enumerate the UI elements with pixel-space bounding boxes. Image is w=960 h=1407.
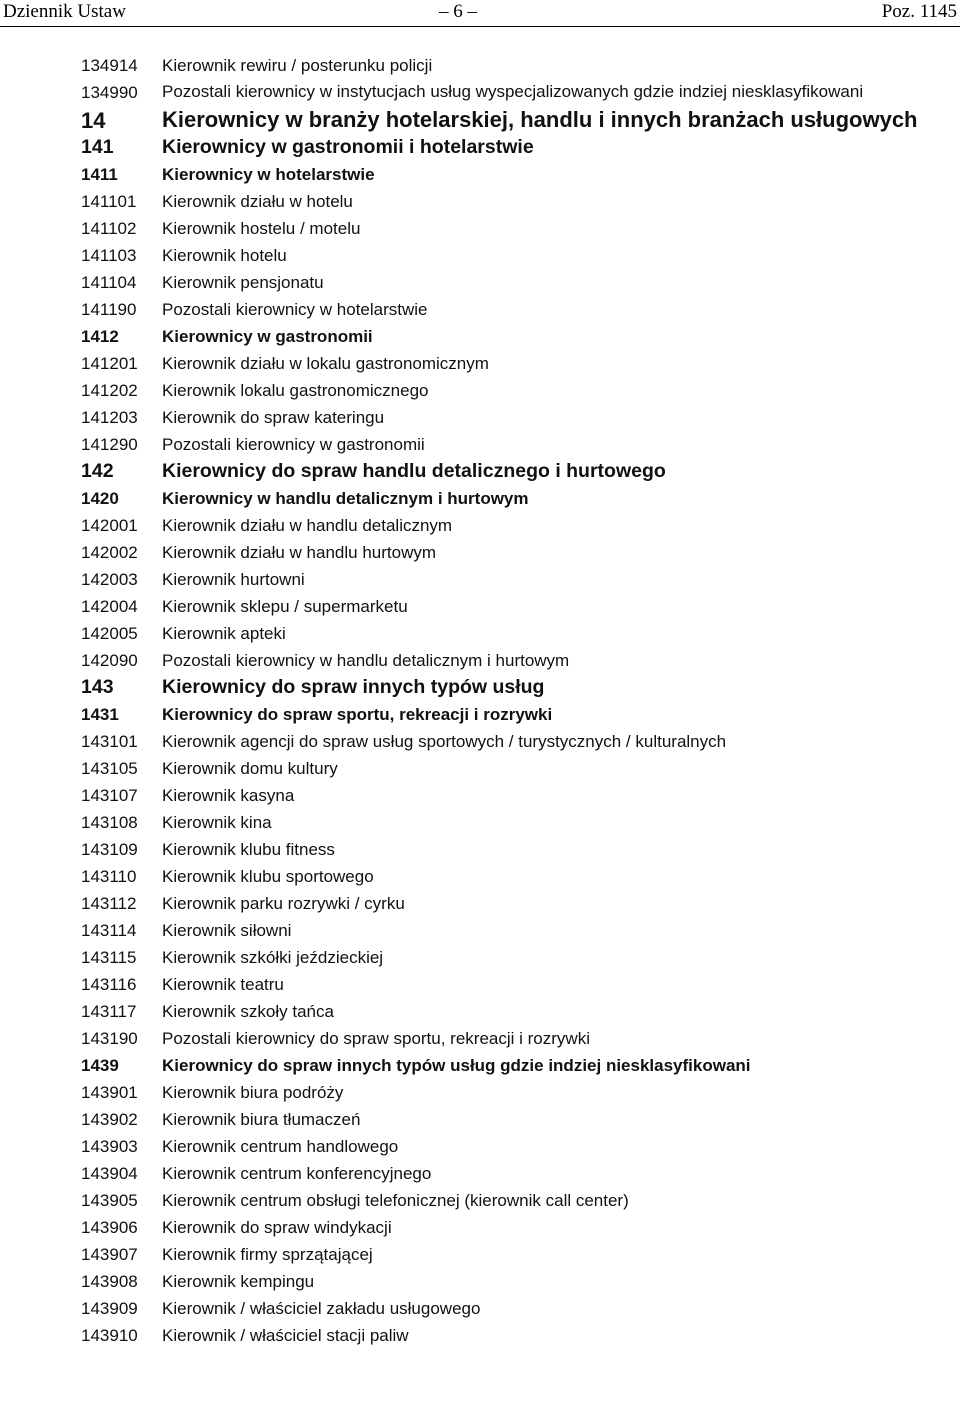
list-item bbox=[81, 1241, 951, 1268]
occupation-code: 134914 bbox=[81, 56, 138, 75]
occupation-code: 141202 bbox=[81, 381, 138, 400]
page-number: – 6 – bbox=[439, 1, 477, 22]
occupation-title: Kierownicy w hotelarstwie bbox=[162, 165, 375, 184]
occupation-code: 141101 bbox=[81, 192, 137, 211]
occupation-title: Kierownik działu w handlu detalicznym bbox=[162, 516, 453, 535]
occupation-title: Kierownik pensjonatu bbox=[162, 273, 324, 292]
occupation-code: 141290 bbox=[81, 435, 138, 454]
occupation-title: Kierownik działu w hotelu bbox=[162, 192, 353, 211]
occupation-title: Kierownik centrum obsługi telefonicznej (kierownik call center) bbox=[162, 1191, 629, 1210]
occupation-code: 143109 bbox=[81, 840, 138, 859]
list-item bbox=[81, 134, 951, 161]
occupation-code: 143116 bbox=[81, 975, 137, 994]
occupation-title: Kierownik hostelu / motelu bbox=[162, 219, 361, 238]
occupation-title: Kierownicy do spraw innych typów usług bbox=[162, 676, 545, 698]
occupation-title: Kierownik centrum handlowego bbox=[162, 1137, 399, 1156]
occupation-title: Kierownik kina bbox=[162, 813, 272, 832]
occupation-title: Kierownik sklepu / supermarketu bbox=[162, 597, 408, 616]
list-item bbox=[81, 1079, 951, 1106]
list-item bbox=[81, 1052, 951, 1079]
list-item bbox=[81, 1133, 951, 1160]
occupation-code: 143909 bbox=[81, 1299, 138, 1318]
occupation-title: Pozostali kierownicy do spraw sportu, rekreacji i rozrywki bbox=[162, 1029, 590, 1048]
occupation-title: Kierownik hotelu bbox=[162, 246, 287, 265]
occupation-code: 143901 bbox=[81, 1083, 138, 1102]
occupation-code: 143107 bbox=[81, 786, 138, 805]
occupation-code: 143908 bbox=[81, 1272, 138, 1291]
occupation-code: 143112 bbox=[81, 894, 137, 913]
list-item bbox=[81, 755, 951, 782]
list-item bbox=[81, 188, 951, 215]
occupation-code: 143105 bbox=[81, 759, 138, 778]
occupation-code: 142001 bbox=[81, 516, 138, 535]
occupation-code: 134990 bbox=[81, 83, 138, 102]
occupation-code: 141203 bbox=[81, 408, 138, 427]
list-item bbox=[81, 161, 951, 188]
occupation-title: Kierownik domu kultury bbox=[162, 759, 338, 778]
occupation-title: Kierownik / właściciel zakładu usługowego bbox=[162, 1299, 481, 1318]
list-item bbox=[81, 971, 951, 998]
occupation-title: Kierownik działu w handlu hurtowym bbox=[162, 543, 437, 562]
list-item bbox=[81, 944, 951, 971]
list-item bbox=[81, 593, 951, 620]
occupation-code: 141102 bbox=[81, 219, 137, 238]
list-item bbox=[81, 647, 951, 674]
occupation-code: 143110 bbox=[81, 867, 137, 886]
occupation-title: Kierownicy w gastronomii bbox=[162, 327, 373, 346]
occupation-title: Kierownik lokalu gastronomicznego bbox=[162, 381, 429, 400]
list-item bbox=[81, 809, 951, 836]
occupation-code: 141201 bbox=[81, 354, 138, 373]
occupation-title: Kierownik kempingu bbox=[162, 1272, 315, 1291]
occupation-title: Kierownik szkółki jeździeckiej bbox=[162, 948, 384, 967]
list-item bbox=[81, 782, 951, 809]
occupation-code: 143907 bbox=[81, 1245, 138, 1264]
occupation-code: 143906 bbox=[81, 1218, 138, 1237]
occupation-title: Kierownik działu w lokalu gastronomicznym bbox=[162, 354, 489, 373]
journal-title: Dziennik Ustaw bbox=[3, 1, 126, 22]
occupation-title: Kierownik centrum konferencyjnego bbox=[162, 1164, 432, 1183]
occupation-title: Kierownik / właściciel stacji paliw bbox=[162, 1326, 409, 1345]
list-item bbox=[81, 296, 951, 323]
list-item bbox=[81, 458, 951, 485]
occupation-code: 143903 bbox=[81, 1137, 138, 1156]
occupation-code: 1412 bbox=[81, 327, 119, 346]
list-item bbox=[81, 242, 951, 269]
occupation-code: 142 bbox=[81, 460, 114, 482]
occupation-code: 142003 bbox=[81, 570, 138, 589]
list-item bbox=[81, 512, 951, 539]
list-item bbox=[81, 1025, 951, 1052]
list-item bbox=[81, 1214, 951, 1241]
occupation-title: Kierownik kasyna bbox=[162, 786, 295, 805]
occupation-title: Kierownik klubu sportowego bbox=[162, 867, 374, 886]
occupation-code: 143101 bbox=[81, 732, 138, 751]
list-item bbox=[81, 1160, 951, 1187]
list-item bbox=[81, 1268, 951, 1295]
occupation-title: Kierownicy do spraw innych typów usług gdzie indziej niesklasyfikowani bbox=[162, 1056, 751, 1075]
list-item bbox=[81, 1106, 951, 1133]
list-item bbox=[81, 215, 951, 242]
page-header bbox=[0, 0, 960, 27]
occupation-code: 141 bbox=[81, 136, 114, 158]
list-item bbox=[81, 377, 951, 404]
list-item bbox=[81, 539, 951, 566]
occupation-title: Kierownik szkoły tańca bbox=[162, 1002, 334, 1021]
occupation-title: Kierownik klubu fitness bbox=[162, 840, 335, 859]
occupation-code: 143 bbox=[81, 676, 114, 698]
occupation-code: 142004 bbox=[81, 597, 138, 616]
occupation-code: 141190 bbox=[81, 300, 137, 319]
occupation-code: 143905 bbox=[81, 1191, 138, 1210]
occupation-code: 143115 bbox=[81, 948, 137, 967]
occupation-code: 1411 bbox=[81, 165, 118, 184]
position-number: Poz. 1145 bbox=[881, 1, 957, 22]
list-item bbox=[81, 485, 951, 512]
list-item bbox=[81, 404, 951, 431]
occupation-title: Kierownicy do spraw handlu detalicznego i hurtowego bbox=[162, 460, 666, 482]
list-item bbox=[81, 566, 951, 593]
occupation-title: Kierownik firmy sprzątającej bbox=[162, 1245, 373, 1264]
occupation-code: 141103 bbox=[81, 246, 137, 265]
list-item bbox=[81, 701, 951, 728]
occupation-title: Kierownik parku rozrywki / cyrku bbox=[162, 894, 405, 913]
occupation-title: Pozostali kierownicy w gastronomii bbox=[162, 435, 425, 454]
list-item bbox=[81, 728, 951, 755]
occupation-code: 14 bbox=[81, 108, 106, 133]
occupation-code: 142002 bbox=[81, 543, 138, 562]
occupation-title: Kierownik do spraw kateringu bbox=[162, 408, 385, 427]
list-item bbox=[81, 620, 951, 647]
list-item bbox=[81, 431, 951, 458]
occupation-title: Kierownicy w handlu detalicznym i hurtowym bbox=[162, 489, 529, 508]
occupation-title: Kierownicy do spraw sportu, rekreacji i rozrywki bbox=[162, 705, 553, 724]
occupation-code: 141104 bbox=[81, 273, 137, 292]
occupation-title: Kierownicy w branży hotelarskiej, handlu i innych branżach usługowych bbox=[162, 107, 918, 132]
list-item bbox=[81, 917, 951, 944]
occupation-title: Pozostali kierownicy w hotelarstwie bbox=[162, 300, 428, 319]
occupation-code: 1420 bbox=[81, 489, 119, 508]
occupation-title: Kierownik do spraw windykacji bbox=[162, 1218, 392, 1237]
occupation-code: 143190 bbox=[81, 1029, 138, 1048]
list-item bbox=[81, 998, 951, 1025]
occupation-title: Kierownik hurtowni bbox=[162, 570, 305, 589]
occupation-code: 143910 bbox=[81, 1326, 138, 1345]
occupation-title: Pozostali kierownicy w handlu detalicznym i hurtowym bbox=[162, 651, 570, 670]
list-item bbox=[81, 674, 951, 701]
list-item bbox=[81, 1322, 951, 1349]
occupation-code-list bbox=[81, 52, 951, 1349]
list-item bbox=[81, 1295, 951, 1322]
list-item bbox=[81, 890, 951, 917]
occupation-title: Kierownik biura tłumaczeń bbox=[162, 1110, 361, 1129]
occupation-title: Kierownik rewiru / posterunku policji bbox=[162, 56, 433, 75]
list-item bbox=[81, 269, 951, 296]
occupation-title: Pozostali kierownicy w instytucjach usług wyspecjalizowanych gdzie indziej niesklasyfikowani bbox=[162, 82, 864, 101]
occupation-code: 143904 bbox=[81, 1164, 138, 1183]
list-item bbox=[81, 79, 951, 106]
occupation-code: 143114 bbox=[81, 921, 137, 940]
occupation-title: Kierownik biura podróży bbox=[162, 1083, 344, 1102]
occupation-title: Kierownik agencji do spraw usług sportowych / turystycznych / kulturalnych bbox=[162, 732, 727, 751]
occupation-title: Kierownik apteki bbox=[162, 624, 286, 643]
occupation-code: 142005 bbox=[81, 624, 138, 643]
occupation-code: 143108 bbox=[81, 813, 138, 832]
occupation-code: 1439 bbox=[81, 1056, 119, 1075]
occupation-code: 143902 bbox=[81, 1110, 138, 1129]
list-item bbox=[81, 323, 951, 350]
list-item bbox=[81, 106, 951, 134]
list-item bbox=[81, 836, 951, 863]
list-item bbox=[81, 1187, 951, 1214]
occupation-title: Kierownicy w gastronomii i hotelarstwie bbox=[162, 136, 534, 158]
occupation-code: 142090 bbox=[81, 651, 138, 670]
occupation-code: 1431 bbox=[81, 705, 119, 724]
occupation-code: 143117 bbox=[81, 1002, 137, 1021]
list-item bbox=[81, 863, 951, 890]
occupation-title: Kierownik teatru bbox=[162, 975, 284, 994]
occupation-title: Kierownik siłowni bbox=[162, 921, 292, 940]
list-item bbox=[81, 350, 951, 377]
list-item bbox=[81, 52, 951, 79]
